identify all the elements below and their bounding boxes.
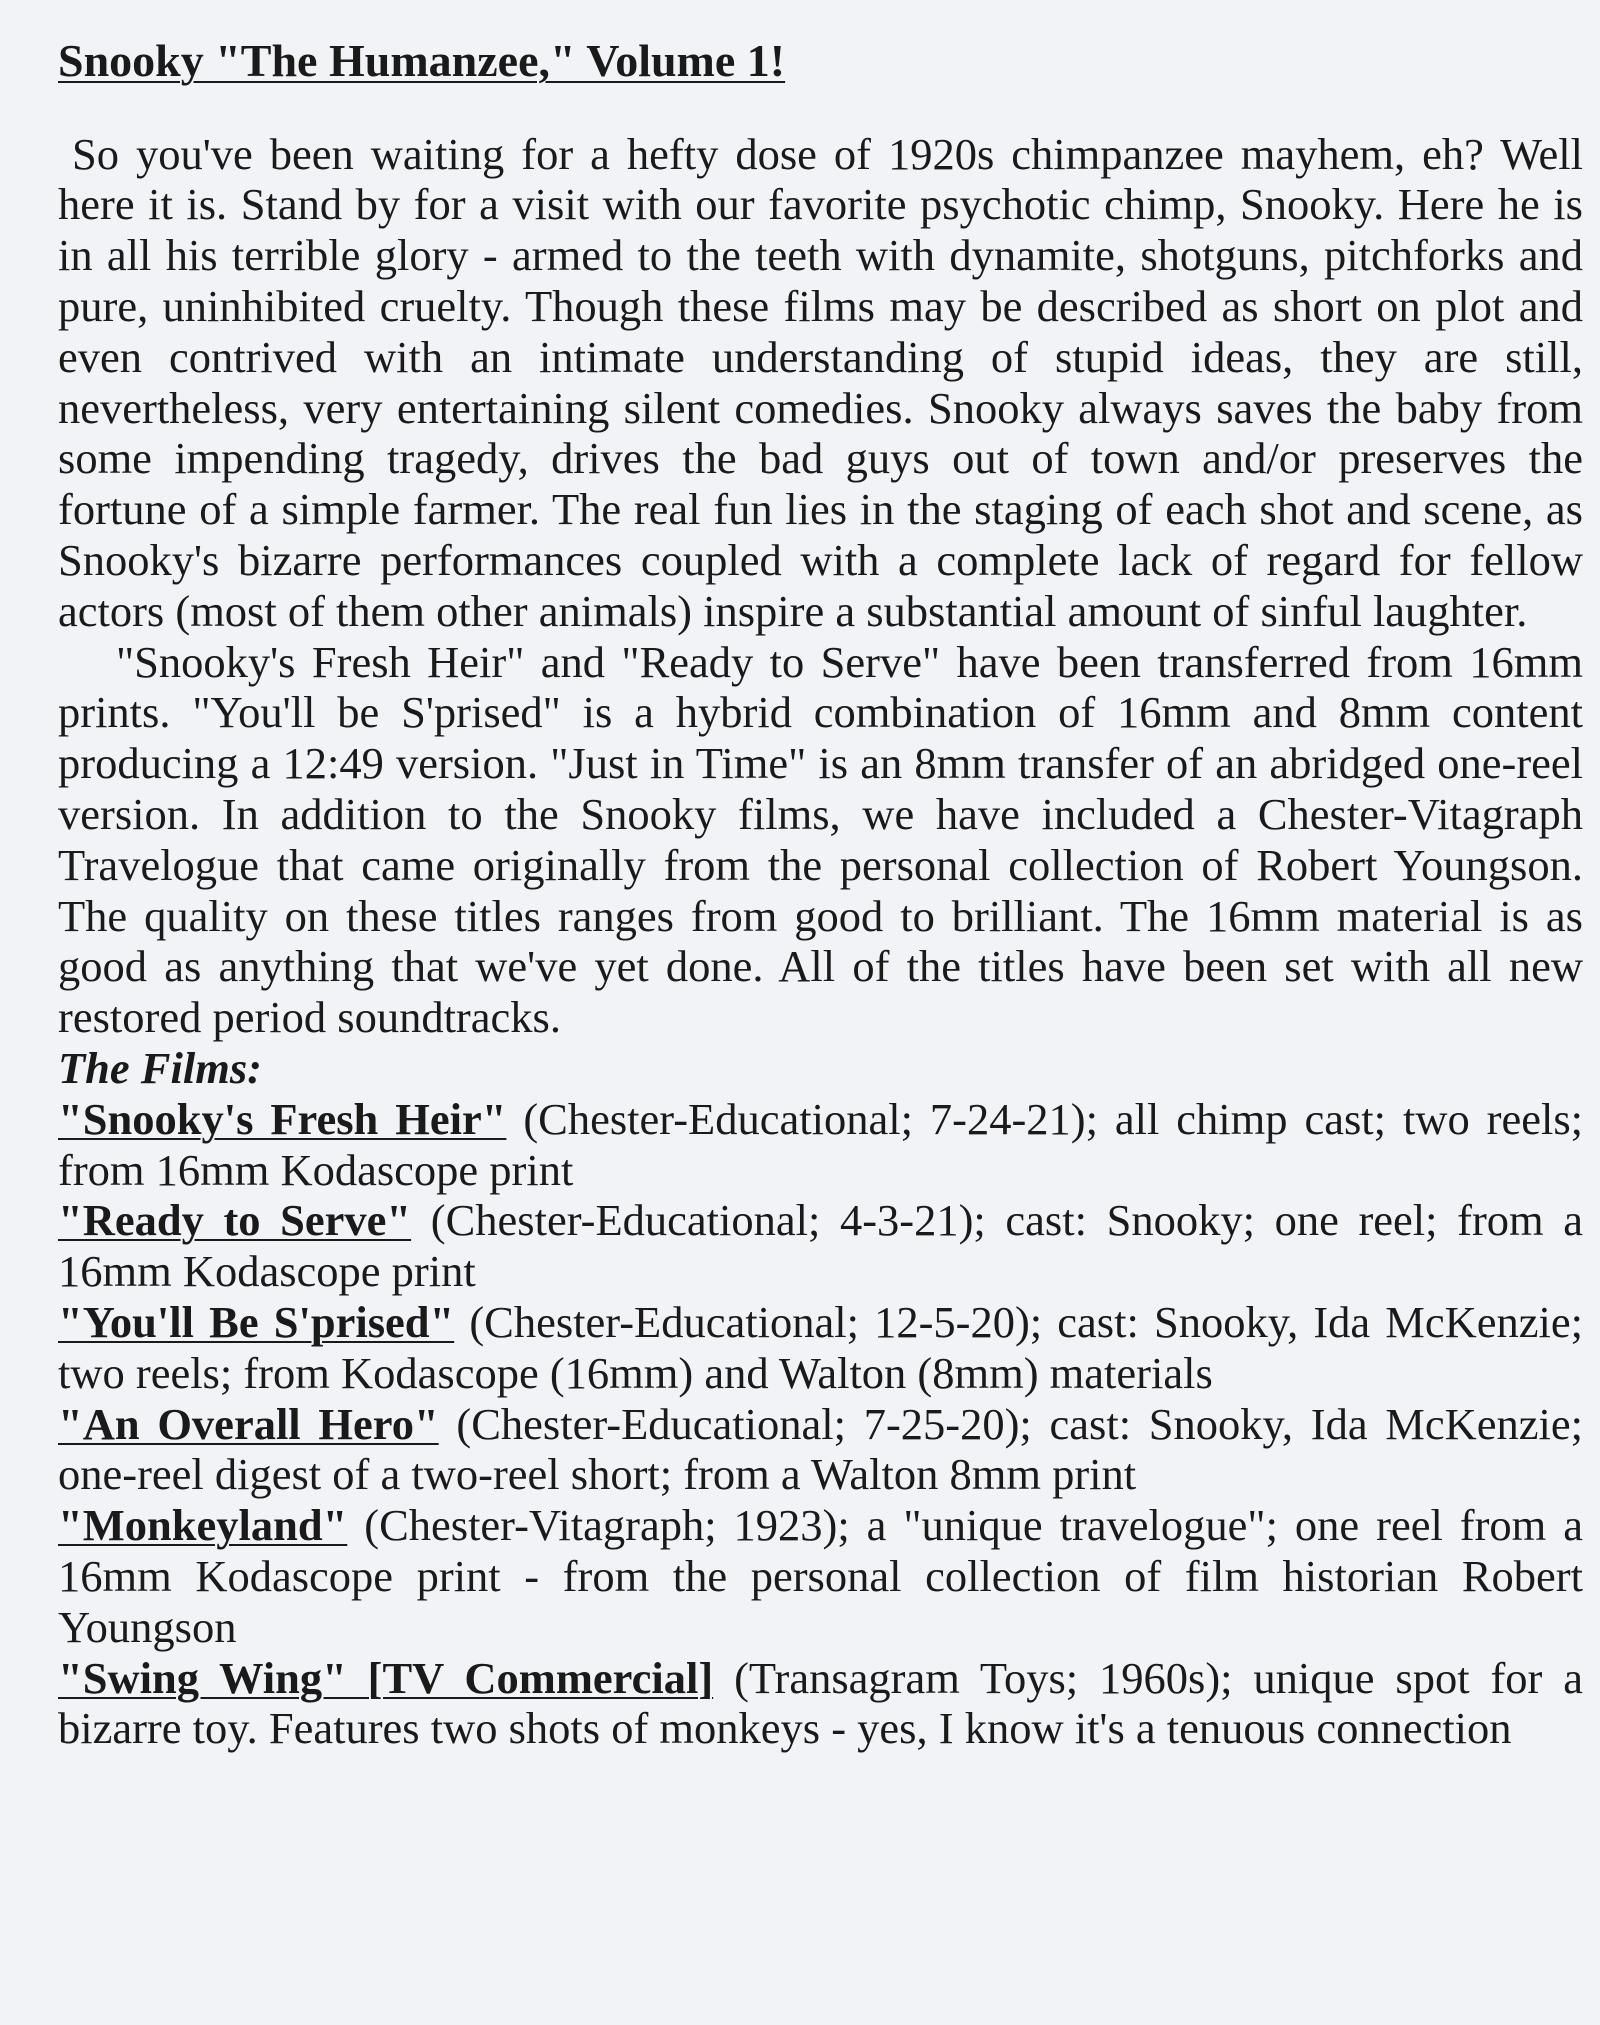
film-entry (58, 1094, 1583, 1196)
film-title: "Monkeyland" (58, 1500, 348, 1551)
film-details: (Chester-Educational; 7-25-20); cast: Snooky, Ida McKenzie; one-reel digest of a two-reel short; from a Walton 8mm print (58, 1398, 1583, 1500)
film-details: (Chester-Educational; 7-24-21); all chimp cast; two reels; from 16mm Kodascope print (58, 1093, 1584, 1195)
intro-paragraph-text: So you've been waiting for a hefty dose of 1920s chimpanzee mayhem, eh? Well here it is. Stand by for a visit with our favorite psychotic chimp, Snooky. Here he is in all his terrible glory - armed to the teeth with dynamite, shotguns, pitchforks and pure, uninhibited cruelty. Though these films may be described as short on plot and even contrived with an intimate understanding of stupid ideas, they are still, nevertheless, very entertaining silent comedies. Snooky always saves the baby from some impending tragedy, drives the bad guys out of town and/or preserves the fortune of a simple farmer. The real fun lies in the staging of each shot and scene, as Snooky's bizarre performances coupled with a complete lack of regard for fellow actors (most of them other animals) inspire a substantial amount of sinful laughter. (58, 128, 1583, 636)
film-details: (Transagram Toys; 1960s); unique spot for a bizarre toy. Features two shots of monkeys - yes, I know it's a tenuous connection (58, 1652, 1584, 1754)
film-details: (Chester-Educational; 12-5-20); cast: Snooky, Ida McKenzie; two reels; from Kodascope (16mm) and Walton (8mm) materials (58, 1296, 1583, 1398)
films-heading: The Films: (58, 1042, 262, 1093)
film-entry (58, 1399, 1583, 1501)
film-entry (58, 1500, 1583, 1652)
film-details: (Chester-Educational; 4-3-21); cast: Snooky; one reel; from a 16mm Kodascope print (58, 1195, 1584, 1297)
film-entry (58, 1195, 1583, 1297)
film-title: "Swing Wing" [TV Commercial] (58, 1652, 714, 1703)
film-entry (58, 1653, 1583, 1755)
article-body (58, 129, 1583, 1043)
page-title: Snooky "The Humanzee," Volume 1! (58, 35, 786, 86)
film-title: "Snooky's Fresh Heir" (58, 1093, 507, 1144)
intro-paragraph (58, 129, 1583, 637)
film-list (58, 1094, 1583, 1754)
film-title: "An Overall Hero" (58, 1398, 439, 1449)
transfer-paragraph: "Snooky's Fresh Heir" and "Ready to Serve" have been transferred from 16mm prints. "You'll be S'prised" is a hybrid combination of 16mm and 8mm content producing a 12:49 version. "Just in Time" is an 8mm transfer of an abridged one-reel version. In addition to the Snooky films, we have included a Chester-Vitagraph Travelogue that came originally from the personal collection of Robert Youngson. The quality on these titles ranges from good to brilliant. The 16mm material is as good as anything that we've yet done. All of the titles have been set with all new restored period soundtracks. (58, 636, 1583, 1043)
film-title: "You'll Be S'prised" (58, 1296, 455, 1347)
film-details: (Chester-Vitagraph; 1923); a "unique travelogue"; one reel from a 16mm Kodascope print - from the personal collection of film historian Robert Youngson (58, 1500, 1583, 1652)
document-page (58, 36, 1583, 1754)
film-entry (58, 1297, 1583, 1399)
film-title: "Ready to Serve" (58, 1195, 412, 1246)
